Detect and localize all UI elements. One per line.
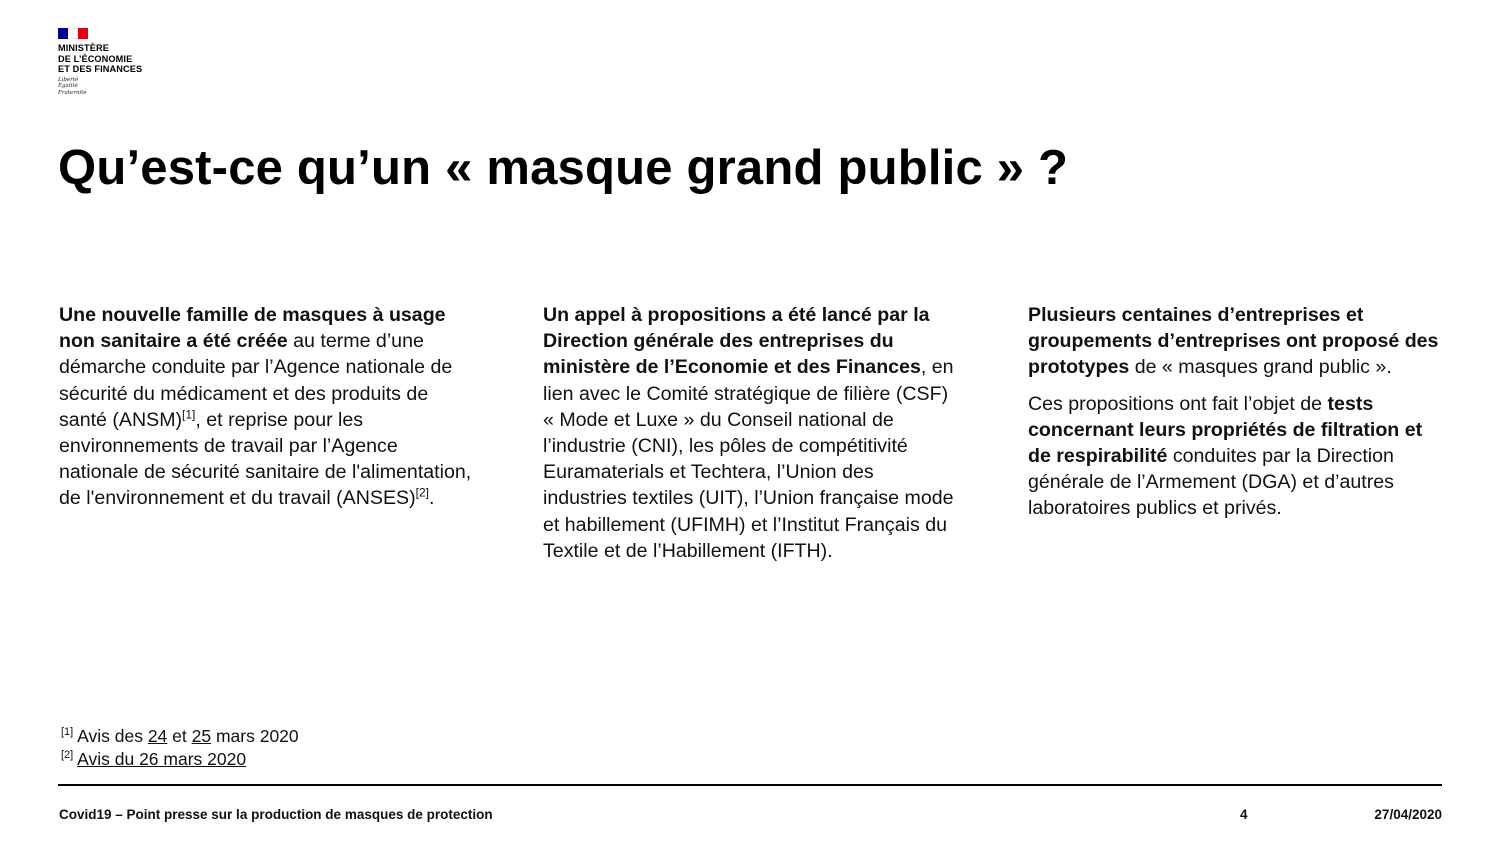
footnote-1-link-24[interactable]: 24 <box>147 726 168 746</box>
ministry-line-1: MINISTÈRE <box>58 43 109 53</box>
column-3-text-1: de « masques grand public ». <box>1129 356 1392 379</box>
footnote-1-text-b: et <box>167 726 192 746</box>
republic-motto <box>58 77 218 97</box>
column-3-bold-1: Plusieurs centaines d’entreprises et groupements d’entreprises ont proposé des prototypes <box>1028 304 1439 379</box>
column-prototypes <box>1028 302 1448 522</box>
column-call-for-proposals <box>543 302 963 564</box>
footnote-1-text-a: Avis des <box>73 726 148 746</box>
column-3-paragraph-1 <box>1028 302 1448 381</box>
footnote-ref-2[interactable]: [2] <box>415 485 429 500</box>
page-number: 4 <box>1240 807 1248 822</box>
column-3-text-2b: conduites par la Direction générale de l’Armement (DGA) et d’autres laboratoires publics et privés. <box>1028 445 1394 520</box>
motto-fraternite: Fraternité <box>58 89 87 96</box>
slide-title: Qu’est-ce qu’un « masque grand public » ? <box>58 141 1069 195</box>
footnote-2-marker: [2] <box>61 749 74 762</box>
ministry-logo <box>58 28 218 96</box>
footnote-1-marker: [1] <box>61 726 74 739</box>
motto-liberte: Liberté <box>58 76 79 83</box>
column-3-paragraph-2 <box>1028 391 1448 522</box>
footnote-1 <box>61 725 299 748</box>
footnote-1-link-25[interactable]: 25 <box>191 726 212 746</box>
french-flag-icon <box>58 28 88 39</box>
column-2-bold: Un appel à propositions a été lancé par la Direction générale des entreprises du ministère de l’Economie et des Finances <box>543 304 930 379</box>
footnote-2-link[interactable]: Avis du 26 mars 2020 <box>77 749 247 769</box>
footnote-2 <box>61 748 299 771</box>
ministry-name <box>58 43 218 75</box>
footnote-ref-1[interactable]: [1] <box>182 407 196 422</box>
column-2-text: , en lien avec le Comité stratégique de filière (CSF) « Mode et Luxe » du Conseil national de l’industrie (CNI), les pôles de compétitivité Euramaterials et Techtera, l’Union des industries textiles (UIT), l’Union française mode et habillement (UFIMH) et l’Institut Français du Textile et de l’Habillement (IFTH). <box>543 356 954 562</box>
footer-divider <box>58 784 1442 786</box>
ministry-line-3: ET DES FINANCES <box>58 64 143 74</box>
column-3-bold-2: tests concernant leurs propriétés de filtration et de respirabilité <box>1028 392 1423 468</box>
column-3-text-2a: Ces propositions ont fait l’objet de <box>1028 392 1328 415</box>
column-new-mask-family <box>59 302 479 512</box>
footer-date: 27/04/2020 <box>1374 807 1442 822</box>
footnotes <box>61 725 299 771</box>
column-1-text-b: , et reprise pour les environnements de travail par l’Agence nationale de sécurité sanitaire de l'alimentation, de l'environnement et du travail (ANSES) <box>59 408 472 510</box>
column-1-text-c: . <box>428 487 435 510</box>
column-2-paragraph <box>543 302 963 564</box>
column-1-bold: Une nouvelle famille de masques à usage non sanitaire a été créée <box>59 304 446 353</box>
footer-title: Covid19 – Point presse sur la production de masques de protection <box>59 807 493 822</box>
footnote-1-text-c: mars 2020 <box>211 726 299 746</box>
ministry-line-2: DE L’ÉCONOMIE <box>58 53 133 64</box>
motto-egalite: Égalité <box>58 83 78 89</box>
column-1-paragraph <box>59 302 479 512</box>
column-1-text-a: au terme d’une démarche conduite par l’Agence nationale de sécurité du médicament et des produits de santé (ANSM) <box>59 330 453 431</box>
